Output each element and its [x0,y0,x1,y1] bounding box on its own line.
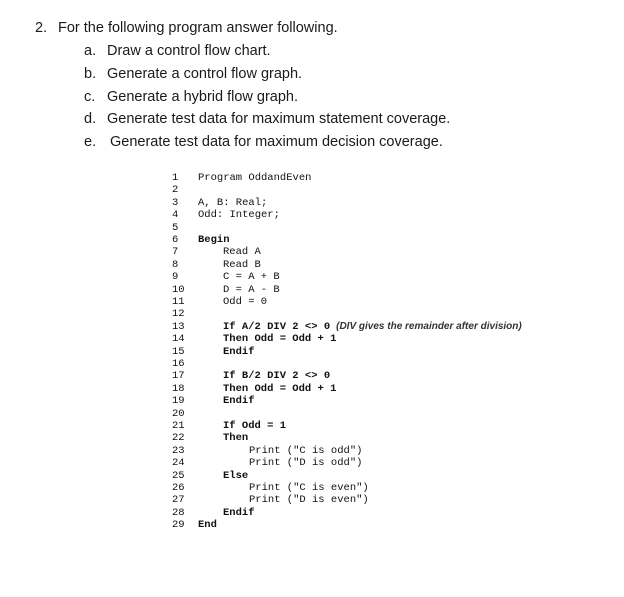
code-text [223,432,248,444]
task-text: Generate a hybrid flow graph. [107,89,299,105]
code-line [172,507,572,519]
line-number: 22 [172,432,185,445]
line-number: 23 [172,444,185,457]
code-statement: If A/2 DIV 2 <> 0 [223,320,331,333]
line-number: 3 [172,196,179,209]
code-statement: Endif [223,395,255,408]
code-line [172,209,572,221]
line-number: 21 [172,420,185,432]
code-statement: Then Odd = Odd + 1 [223,333,337,346]
line-number: 7 [172,246,179,259]
line-number: 15 [172,345,185,358]
code-line [172,259,572,271]
code-line [172,284,572,296]
task-letter: d. [84,111,97,127]
code-statement: A, B: Real; [198,196,268,209]
task-text: Generate test data for maximum decision coverage. [110,134,443,150]
code-text [249,457,362,469]
code-line [172,234,572,246]
code-text [223,271,280,283]
line-number: 25 [172,469,185,482]
code-text [198,519,217,531]
code-text [198,197,267,209]
line-number: 28 [172,506,185,519]
task-text: Generate a control flow graph. [107,66,303,82]
task-text: Generate test data for maximum statement coverage. [107,111,451,127]
code-line [172,246,572,258]
code-line [172,370,572,382]
question-number: 2. [35,20,48,36]
code-line [172,432,572,444]
code-statement: Odd = 0 [223,296,268,308]
question-text: For the following program answer following. [58,20,338,36]
code-line [172,222,572,234]
code-line [172,519,572,531]
line-number: 2 [172,184,179,197]
code-line [172,457,572,469]
code-text [198,209,280,221]
code-comment: (DIV gives the remainder after division) [336,320,522,332]
task-letter: a. [84,43,97,59]
line-number: 10 [172,283,185,296]
code-text [223,395,255,407]
code-line [172,172,572,184]
code-statement: D = A - B [223,283,280,296]
code-statement: Odd: Integer; [198,209,280,222]
code-statement: End [198,519,217,532]
task-letter: e. [84,134,97,150]
line-number: 14 [172,333,185,346]
line-number: 1 [172,172,179,184]
code-line [172,482,572,494]
task-letter: c. [84,89,96,105]
code-line [172,445,572,457]
code-statement: Print ("D is odd") [249,457,363,470]
code-statement: Program OddandEven [198,172,312,184]
code-text [249,445,362,457]
code-line [172,395,572,407]
task-text: Draw a control flow chart. [107,43,271,59]
code-statement: Endif [223,345,255,358]
code-text [249,494,369,506]
line-number: 27 [172,494,185,507]
code-statement: If Odd = 1 [223,420,287,432]
code-statement: Print ("C is odd") [249,444,363,457]
line-number: 19 [172,395,185,408]
code-text [223,321,522,333]
code-text [249,482,369,494]
code-text [223,333,336,345]
line-number: 26 [172,482,185,494]
code-text [198,234,230,246]
line-number: 6 [172,234,179,246]
line-number: 9 [172,271,179,284]
code-statement: Begin [198,234,230,246]
code-statement: Then [223,432,249,445]
code-statement: Print ("C is even") [249,482,369,494]
code-statement: Then Odd = Odd + 1 [223,382,337,395]
code-text [198,172,311,184]
code-line [172,408,572,420]
code-statement: If B/2 DIV 2 <> 0 [223,370,331,383]
line-number: 16 [172,358,185,370]
code-statement: Read B [223,258,261,271]
code-text [223,346,255,358]
code-line [172,333,572,345]
code-text [223,246,261,258]
code-line [172,271,572,283]
code-statement: C = A + B [223,271,280,284]
code-line [172,420,572,432]
code-line [172,197,572,209]
code-statement: Print ("D is even") [249,494,369,507]
code-line [172,383,572,395]
code-line [172,346,572,358]
code-line [172,296,572,308]
line-number: 24 [172,457,185,470]
code-line [172,358,572,370]
code-text [223,420,286,432]
line-number: 29 [172,519,185,532]
code-text [223,284,280,296]
task-letter: b. [84,66,97,82]
line-number: 11 [172,296,185,308]
code-statement: Endif [223,506,255,519]
code-text [223,507,255,519]
code-text [223,383,336,395]
code-line [172,470,572,482]
code-statement: Read A [223,246,261,259]
line-number: 8 [172,258,179,271]
line-number: 17 [172,370,185,383]
code-text [223,370,330,382]
code-statement: Else [223,469,249,482]
code-text [223,470,248,482]
code-line [172,494,572,506]
line-number: 5 [172,221,179,234]
code-text [223,296,267,308]
code-line [172,308,572,320]
line-number: 12 [172,308,185,321]
code-text [223,259,261,271]
line-number: 4 [172,209,179,222]
line-number: 18 [172,382,185,395]
line-number: 13 [172,320,185,333]
code-line [172,184,572,196]
code-line [172,321,572,333]
line-number: 20 [172,407,185,420]
